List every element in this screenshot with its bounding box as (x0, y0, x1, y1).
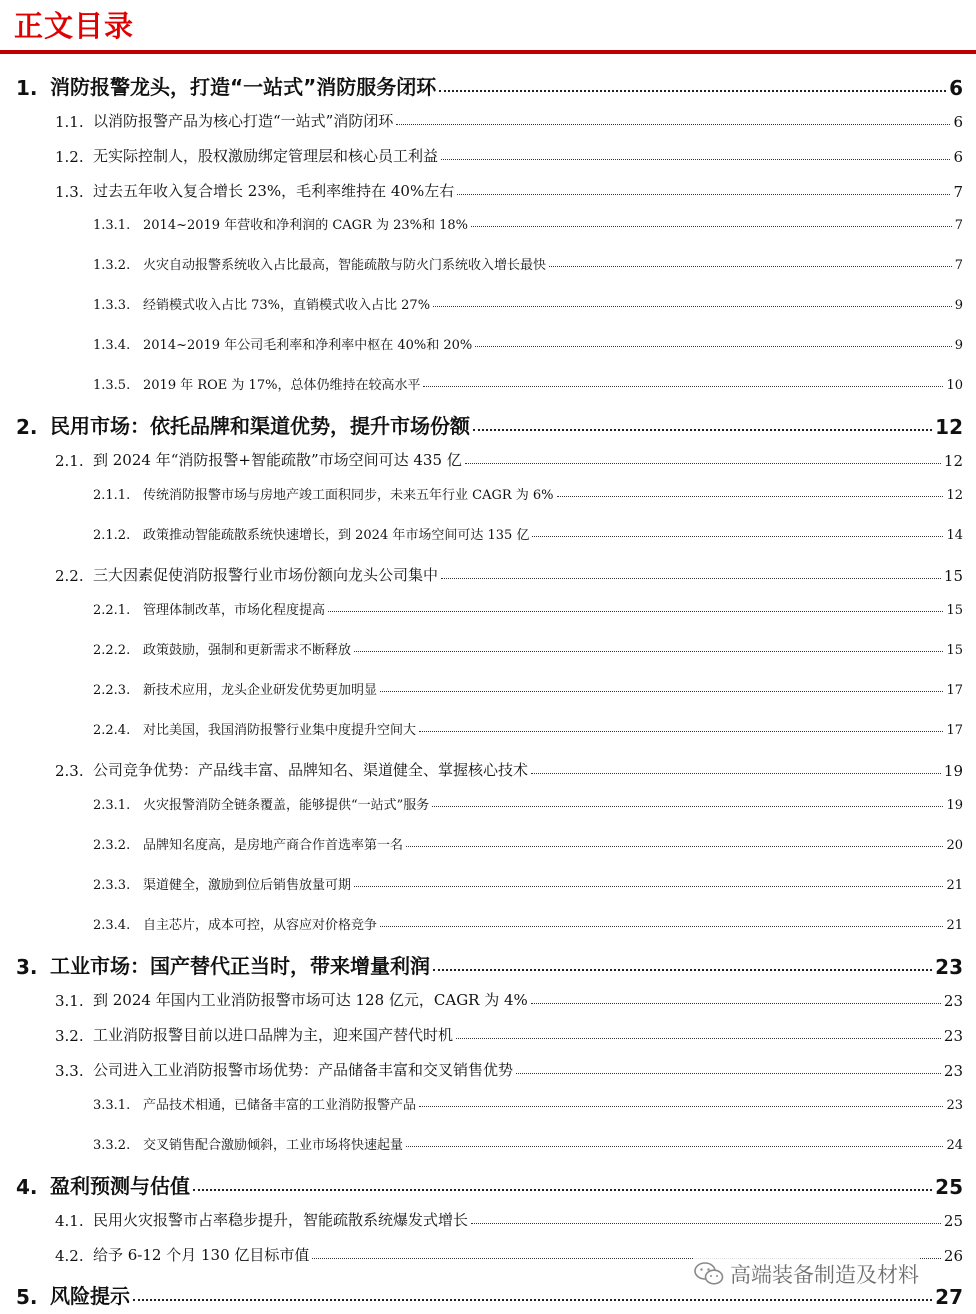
entry-title: 民用火灾报警市占率稳步提升，智能疏散系统爆发式增长 (93, 1211, 469, 1229)
entry-number: 3.3.1. (93, 1098, 131, 1113)
toc-entry-level-3[interactable] (93, 251, 963, 273)
entry-number: 1. (16, 76, 38, 100)
entry-number: 2.2.2. (93, 643, 131, 658)
entry-number: 2. (16, 415, 38, 439)
entry-number: 1.3. (55, 183, 84, 201)
entry-title: 工业市场：国产替代正当时，带来增量利润 (50, 954, 430, 978)
toc-entry-level-3[interactable] (93, 291, 963, 313)
toc-entry-level-3[interactable] (93, 676, 963, 698)
page-number: 21 (946, 878, 963, 893)
entry-number: 3. (16, 955, 38, 979)
entry-title: 火灾自动报警系统收入占比最高，智能疏散与防火门系统收入增长最快 (143, 258, 547, 273)
entry-title: 产品技术相通，已储备丰富的工业消防报警产品 (143, 1098, 417, 1113)
page-number: 20 (946, 838, 963, 853)
entry-title: 政策推动智能疏散系统快速增长，到 2024 年市场空间可达 135 亿 (143, 528, 530, 543)
page-number: 17 (946, 723, 963, 738)
page-number: 24 (946, 1138, 963, 1153)
entry-number: 2.3.4. (93, 918, 131, 933)
dot-leader (516, 1073, 941, 1074)
dot-leader (465, 463, 941, 464)
toc-entry-level-2[interactable] (55, 1021, 963, 1045)
entry-number: 3.3.2. (93, 1138, 131, 1153)
page-number: 19 (946, 798, 963, 813)
entry-number: 1.3.5. (93, 378, 131, 393)
dot-leader (471, 1223, 941, 1224)
entry-title: 自主芯片，成本可控，从容应对价格竞争 (143, 918, 378, 933)
entry-number: 3.3. (55, 1062, 84, 1080)
dot-leader (473, 429, 932, 431)
toc-entry-level-3[interactable] (93, 831, 963, 853)
entry-number: 4. (16, 1175, 38, 1199)
dot-leader (406, 846, 943, 847)
dot-leader (549, 266, 952, 267)
entry-number: 2.3. (55, 762, 84, 780)
dot-leader (380, 926, 943, 927)
dot-leader (328, 611, 943, 612)
entry-number: 1.3.2. (93, 258, 131, 273)
entry-number: 5. (16, 1285, 38, 1309)
page-number: 23 (943, 992, 963, 1010)
watermark (694, 1256, 919, 1292)
entry-title: 管理体制改革，市场化程度提高 (143, 603, 326, 618)
entry-title: 三大因素促使消防报警行业市场份额向龙头公司集中 (93, 566, 439, 584)
entry-title: 无实际控制人，股权激励绑定管理层和核心员工利益 (93, 147, 439, 165)
page-number: 6 (949, 76, 963, 100)
entry-number: 2.1.1. (93, 488, 131, 503)
entry-title: 火灾报警消防全链条覆盖，能够提供“一站式”服务 (143, 798, 430, 813)
entry-title: 消防报警龙头，打造“一站式”消防服务闭环 (50, 75, 437, 99)
entry-title: 盈利预测与估值 (50, 1174, 190, 1198)
entry-number: 1.2. (55, 148, 84, 166)
entry-title: 经销模式收入占比 73%，直销模式收入占比 27% (143, 298, 431, 313)
dot-leader (419, 731, 943, 732)
entry-title: 2019 年 ROE 为 17%，总体仍维持在较高水平 (143, 378, 421, 393)
page-number: 12 (946, 488, 963, 503)
page-number: 9 (954, 298, 963, 313)
entry-title: 政策鼓励，强制和更新需求不断释放 (143, 643, 352, 658)
entry-number: 2.3.3. (93, 878, 131, 893)
dot-leader (475, 346, 951, 347)
toc-entry-level-3[interactable] (93, 716, 963, 738)
page-number: 15 (946, 643, 963, 658)
dot-leader (433, 306, 952, 307)
entry-title: 公司进入工业消防报警市场优势：产品储备丰富和交叉销售优势 (93, 1061, 514, 1079)
toc-entry-level-3[interactable] (93, 1091, 963, 1113)
dot-leader (423, 386, 943, 387)
toc-entry-level-3[interactable] (93, 596, 963, 618)
toc-entry-level-2[interactable] (55, 107, 963, 131)
entry-title: 过去五年收入复合增长 23%，毛利率维持在 40%左右 (93, 182, 455, 200)
entry-number: 2.2. (55, 567, 84, 585)
page-number: 17 (946, 683, 963, 698)
entry-number: 4.2. (55, 1247, 84, 1265)
dot-leader (557, 496, 944, 497)
dot-leader (433, 969, 932, 971)
toc-entry-level-3[interactable] (93, 791, 963, 813)
entry-title: 工业消防报警目前以进口品牌为主，迎来国产替代时机 (93, 1026, 454, 1044)
page-number: 12 (943, 452, 963, 470)
entry-title: 公司竞争优势：产品线丰富、品牌知名、渠道健全、掌握核心技术 (93, 761, 529, 779)
page-number: 19 (943, 762, 963, 780)
page-number: 6 (953, 148, 963, 166)
page-number: 23 (943, 1027, 963, 1045)
entry-title: 到 2024 年国内工业消防报警市场可达 128 亿元，CAGR 为 4% (93, 991, 528, 1009)
dot-leader (457, 194, 950, 195)
page-number: 26 (943, 1247, 963, 1265)
page-number: 12 (935, 415, 963, 439)
entry-number: 2.1. (55, 452, 84, 470)
watermark-text: 高端装备制造及材料 (730, 1263, 919, 1287)
entry-title: 渠道健全，激励到位后销售放量可期 (143, 878, 352, 893)
toc-entry-level-2[interactable] (55, 1056, 963, 1080)
dot-leader (532, 536, 943, 537)
entry-number: 2.2.3. (93, 683, 131, 698)
entry-number: 1.3.1. (93, 218, 131, 233)
toc-entry-level-2[interactable] (55, 561, 963, 585)
toc-entry-level-2[interactable] (55, 756, 963, 780)
toc-entry-level-3[interactable] (93, 371, 963, 393)
entry-title: 民用市场：依托品牌和渠道优势，提升市场份额 (50, 414, 470, 438)
dot-leader (396, 124, 950, 125)
entry-number: 2.2.1. (93, 603, 131, 618)
dot-leader (354, 651, 943, 652)
entry-title: 到 2024 年“消防报警+智能疏散”市场空间可达 435 亿 (93, 451, 462, 469)
dot-leader (354, 886, 943, 887)
toc-entry-level-3[interactable] (93, 871, 963, 893)
dot-leader (419, 1106, 943, 1107)
page-number: 27 (935, 1285, 963, 1309)
toc-entry-level-2[interactable] (55, 177, 963, 201)
entry-title: 风险提示 (50, 1284, 130, 1308)
entry-title: 对比美国，我国消防报警行业集中度提升空间大 (143, 723, 417, 738)
toc-entry-level-3[interactable] (93, 481, 963, 503)
page-number: 9 (954, 338, 963, 353)
page-number: 7 (954, 258, 963, 273)
entry-number: 1.3.4. (93, 338, 131, 353)
dot-leader (531, 773, 941, 774)
toc-entry-level-2[interactable] (55, 446, 963, 470)
toc-entry-level-1[interactable] (16, 947, 963, 979)
entry-number: 2.2.4. (93, 723, 131, 738)
toc-entry-level-3[interactable] (93, 331, 963, 353)
page-number: 14 (946, 528, 963, 543)
toc-entry-level-3[interactable] (93, 1131, 963, 1153)
page-number: 25 (943, 1212, 963, 1230)
page-number: 23 (946, 1098, 963, 1113)
entry-title: 传统消防报警市场与房地产竣工面积同步，未来五年行业 CAGR 为 6% (143, 488, 554, 503)
page-number: 23 (943, 1062, 963, 1080)
page-number: 23 (935, 955, 963, 979)
entry-number: 3.2. (55, 1027, 84, 1045)
entry-number: 2.1.2. (93, 528, 131, 543)
toc-entry-level-2[interactable] (55, 142, 963, 166)
page-number: 7 (953, 183, 963, 201)
toc-entry-level-2[interactable] (55, 1206, 963, 1230)
dot-leader (441, 578, 941, 579)
entry-number: 1.1. (55, 113, 84, 131)
page-number: 25 (935, 1175, 963, 1199)
toc-entry-level-1[interactable] (16, 407, 963, 439)
dot-leader (439, 90, 946, 92)
entry-title: 2014~2019 年营收和净利润的 CAGR 为 23%和 18% (143, 218, 469, 233)
dot-leader (380, 691, 943, 692)
page-number: 7 (954, 218, 963, 233)
wechat-icon (694, 1261, 724, 1287)
dot-leader (456, 1038, 941, 1039)
entry-title: 以消防报警产品为核心打造“一站式”消防闭环 (93, 112, 394, 130)
dot-leader (133, 1299, 932, 1301)
page-number: 6 (953, 113, 963, 131)
entry-title: 给予 6-12 个月 130 亿目标市值 (93, 1246, 310, 1264)
title-divider (0, 50, 976, 54)
entry-title: 交叉销售配合激励倾斜，工业市场将快速起量 (143, 1138, 404, 1153)
page-number: 10 (946, 378, 963, 393)
toc-entry-level-3[interactable] (93, 211, 963, 233)
dot-leader (406, 1146, 943, 1147)
entry-title: 品牌知名度高，是房地产商合作首选率第一名 (143, 838, 404, 853)
dot-leader (471, 226, 952, 227)
entry-number: 3.1. (55, 992, 84, 1010)
dot-leader (432, 806, 943, 807)
toc-entry-level-3[interactable] (93, 521, 963, 543)
page-number: 21 (946, 918, 963, 933)
entry-title: 2014~2019 年公司毛利率和净利率中枢在 40%和 20% (143, 338, 473, 353)
entry-number: 1.3.3. (93, 298, 131, 313)
dot-leader (193, 1189, 932, 1191)
entry-title: 新技术应用，龙头企业研发优势更加明显 (143, 683, 378, 698)
toc-entry-level-1[interactable] (16, 68, 963, 100)
dot-leader (531, 1003, 941, 1004)
toc-entry-level-2[interactable] (55, 986, 963, 1010)
entry-number: 2.3.1. (93, 798, 131, 813)
page-number: 15 (943, 567, 963, 585)
entry-number: 2.3.2. (93, 838, 131, 853)
entry-number: 4.1. (55, 1212, 84, 1230)
page-number: 15 (946, 603, 963, 618)
dot-leader (441, 159, 950, 160)
toc-entry-level-1[interactable] (16, 1167, 963, 1199)
toc-title: 正文目录 (14, 9, 135, 43)
toc-entry-level-3[interactable] (93, 911, 963, 933)
toc-entry-level-3[interactable] (93, 636, 963, 658)
